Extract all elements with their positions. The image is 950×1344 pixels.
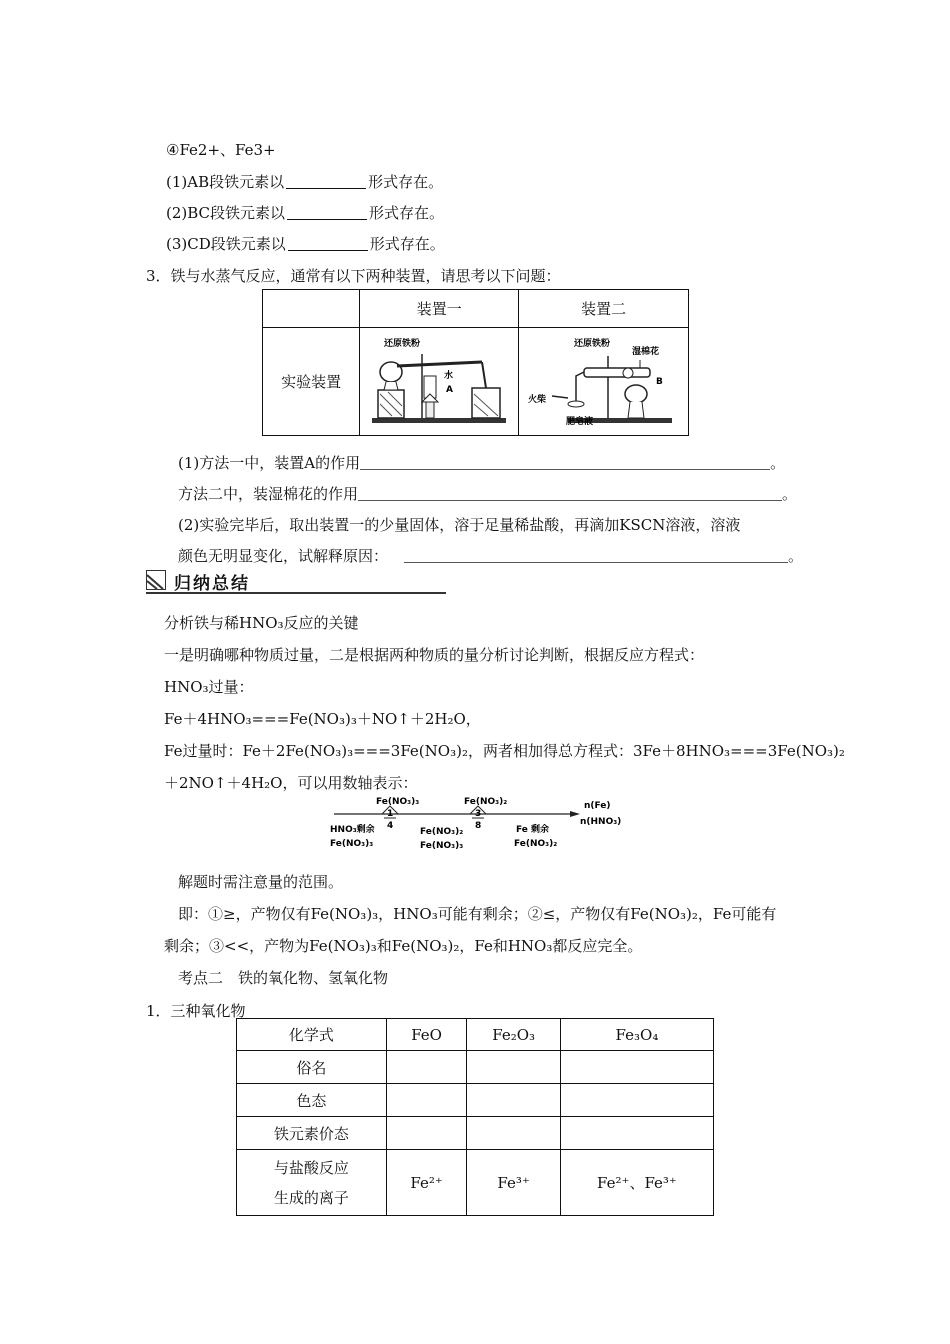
summary-line-9: 剩余；③<<，产物为Fe(NO₃)₃和Fe(NO₃)₂，Fe和HNO₃都反应完全。 [164,937,643,955]
q3-stem: 3．铁与水蒸气反应，通常有以下两种装置，请思考以下问题： [146,267,561,285]
q3-part1: (1)方法一中，装置A的作用 。 [178,454,786,472]
fraction-2-den: 8 [475,821,482,831]
axis-label-fe: n(Fe) [584,801,611,811]
oxides-table [236,1018,714,1216]
apparatus-1-illustration [364,332,514,428]
answer-blank[interactable] [360,455,770,470]
summary-line-3: HNO₃过量： [164,678,254,696]
apparatus-1-cell [360,328,519,436]
fraction-1-den: 4 [387,821,394,831]
kp2-sub1: 1．三种氧化物 [146,1002,246,1020]
label-iron-powder-2: 还原铁粉 [573,338,610,349]
row-label: 实验装置 [263,328,360,436]
answer-blank[interactable] [287,205,367,220]
number-axis-diagram [326,796,636,852]
header-icon [146,570,166,590]
answer-blank[interactable] [358,486,782,501]
ion-fe2o3: Fe³⁺ [467,1150,561,1216]
axis-top-2: Fe(NO₃)₂ [464,797,508,807]
label-soap: 肥皂液 [565,416,593,427]
option-4: ④Fe2+、Fe3+ [166,141,276,159]
q3-part2b: 颜色无明显变化，试解释原因： 。 [178,547,804,565]
section-title: 归纳总结 [174,574,250,594]
fraction-1-num: 1 [387,809,394,819]
region-1-b: Fe(NO₃)₃ [330,839,374,849]
col-header-fe2o3: Fe₂O₃ [467,1019,561,1051]
summary-line-4: Fe＋4HNO₃===Fe(NO₃)₃＋NO↑＋2H₂O， [164,710,481,728]
region-3-a: Fe 剩余 [516,825,550,835]
ion-fe3o4: Fe²⁺、Fe³⁺ [560,1150,713,1216]
region-1-a: HNO₃剩余 [330,825,375,835]
q2-item-1: (1)AB段铁元素以 形式存在。 [166,173,444,191]
answer-blank[interactable] [288,236,368,251]
q3-part2: (2)实验完毕后，取出装置一的少量固体，溶于足量稀盐酸，再滴加KSCN溶液，溶液 [178,516,741,534]
row-label-appearance: 色态 [237,1084,387,1117]
fraction-2-num: 3 [475,809,482,819]
col-header-fe3o4: Fe₃O₄ [560,1019,713,1051]
header-setup-2: 装置二 [519,290,689,328]
label-a: A [446,384,454,395]
q2-item-2: (2)BC段铁元素以 形式存在。 [166,204,445,222]
region-2-a: Fe(NO₃)₂ [420,827,464,837]
summary-line-8: 即：①≥，产物仅有Fe(NO₃)₃，HNO₃可能有剩余；②≤，产物仅有Fe(NO₃)₂，Fe可能有 [178,905,777,923]
row-label-common-name: 俗名 [237,1051,387,1084]
col-header-feo: FeO [386,1019,467,1051]
label-match: 火柴 [527,394,546,405]
summary-line-2: 一是明确哪种物质过量，二是根据两种物质的量分析讨论判断，根据反应方程式： [164,646,705,664]
label-wet-cotton: 湿棉花 [631,346,659,357]
apparatus-2-cell [519,328,689,436]
ion-feo: Fe²⁺ [386,1150,467,1216]
answer-blank[interactable] [404,548,788,563]
section-header [146,567,446,593]
row-label-hcl-ions: 与盐酸反应 生成的离子 [237,1150,387,1216]
row-label-valence: 铁元素价态 [237,1117,387,1150]
q3-part1b: 方法二中，装湿棉花的作用 。 [178,485,798,503]
header-setup-1: 装置一 [360,290,519,328]
apparatus-2-illustration [524,332,684,428]
kp2-title: 考点二 铁的氧化物、氢氧化物 [178,969,389,987]
label-b: B [655,376,663,387]
region-3-b: Fe(NO₃)₂ [514,839,558,849]
label-water: 水 [444,370,454,381]
label-iron-powder: 还原铁粉 [384,338,421,349]
answer-blank[interactable] [286,174,366,189]
region-2-b: Fe(NO₃)₃ [420,841,464,851]
q2-item-3: (3)CD段铁元素以 形式存在。 [166,235,445,253]
apparatus-table [262,289,689,436]
summary-line-1: 分析铁与稀HNO₃反应的关键 [164,614,359,632]
summary-line-6: ＋2NO↑＋4H₂O，可以用数轴表示： [164,774,418,792]
axis-label-hno3: n(HNO₃) [580,817,622,827]
axis-top-1: Fe(NO₃)₃ [376,797,420,807]
summary-line-5: Fe过量时：Fe＋2Fe(NO₃)₃===3Fe(NO₃)₂，两者相加得总方程式：3Fe＋8HNO₃===3Fe(NO₃)₂ [164,742,845,760]
summary-line-7: 解题时需注意量的范围。 [178,873,344,891]
col-header-formula: 化学式 [237,1019,387,1051]
